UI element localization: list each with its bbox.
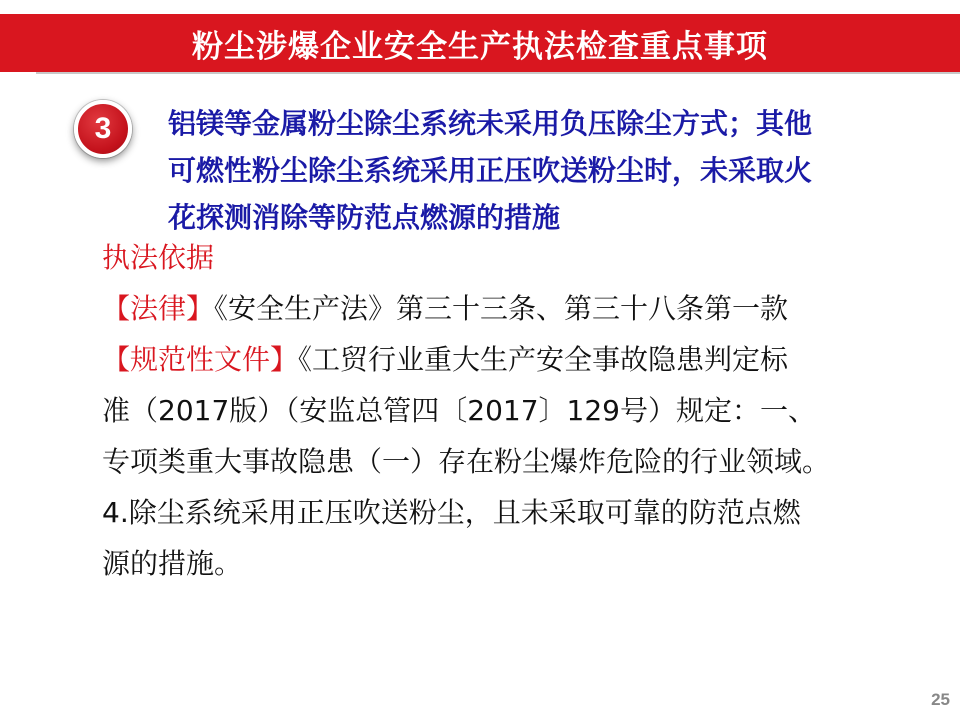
norm-line-4: 4.除尘系统采用正压吹送粉尘，且未采取可靠的防范点燃 [102,496,801,529]
law-tag: 【法律】 [102,292,215,325]
norm-line-5: 源的措施。 [102,547,243,580]
headline-line-3: 花探测消除等防范点燃源的措施 [168,201,561,234]
item-number: 3 [94,112,112,145]
norm-line-3: 专项类重大事故隐患（一）存在粉尘爆炸危险的行业领域。 [102,445,831,478]
headline-line-2: 可燃性粉尘除尘系统采用正压吹送粉尘时，未采取火 [168,154,813,187]
basis-heading: 执法依据 [102,241,215,274]
page-title: 粉尘涉爆企业安全生产执法检查重点事项 [192,28,768,65]
norm-line-2: 准（2017版）（安监总管四〔2017〕129号）规定：一、 [102,394,816,427]
norm-line-1 [102,334,942,385]
page-number: 25 [931,690,950,709]
title-bar [0,14,960,72]
title-divider [36,72,960,74]
law-text: 《安全生产法》第三十三条、第三十八条第一款 [214,292,789,325]
legal-basis-section [102,232,942,589]
headline-line-1: 铝镁等金属粉尘除尘系统未采用负压除尘方式；其他 [168,107,813,140]
item-headline [168,100,928,241]
item-number-badge [74,100,132,158]
norm-tag: 【规范性文件】 [102,343,299,376]
norm-text-1: 《工贸行业重大生产安全事故隐患判定标 [298,343,789,376]
law-line [102,283,942,334]
